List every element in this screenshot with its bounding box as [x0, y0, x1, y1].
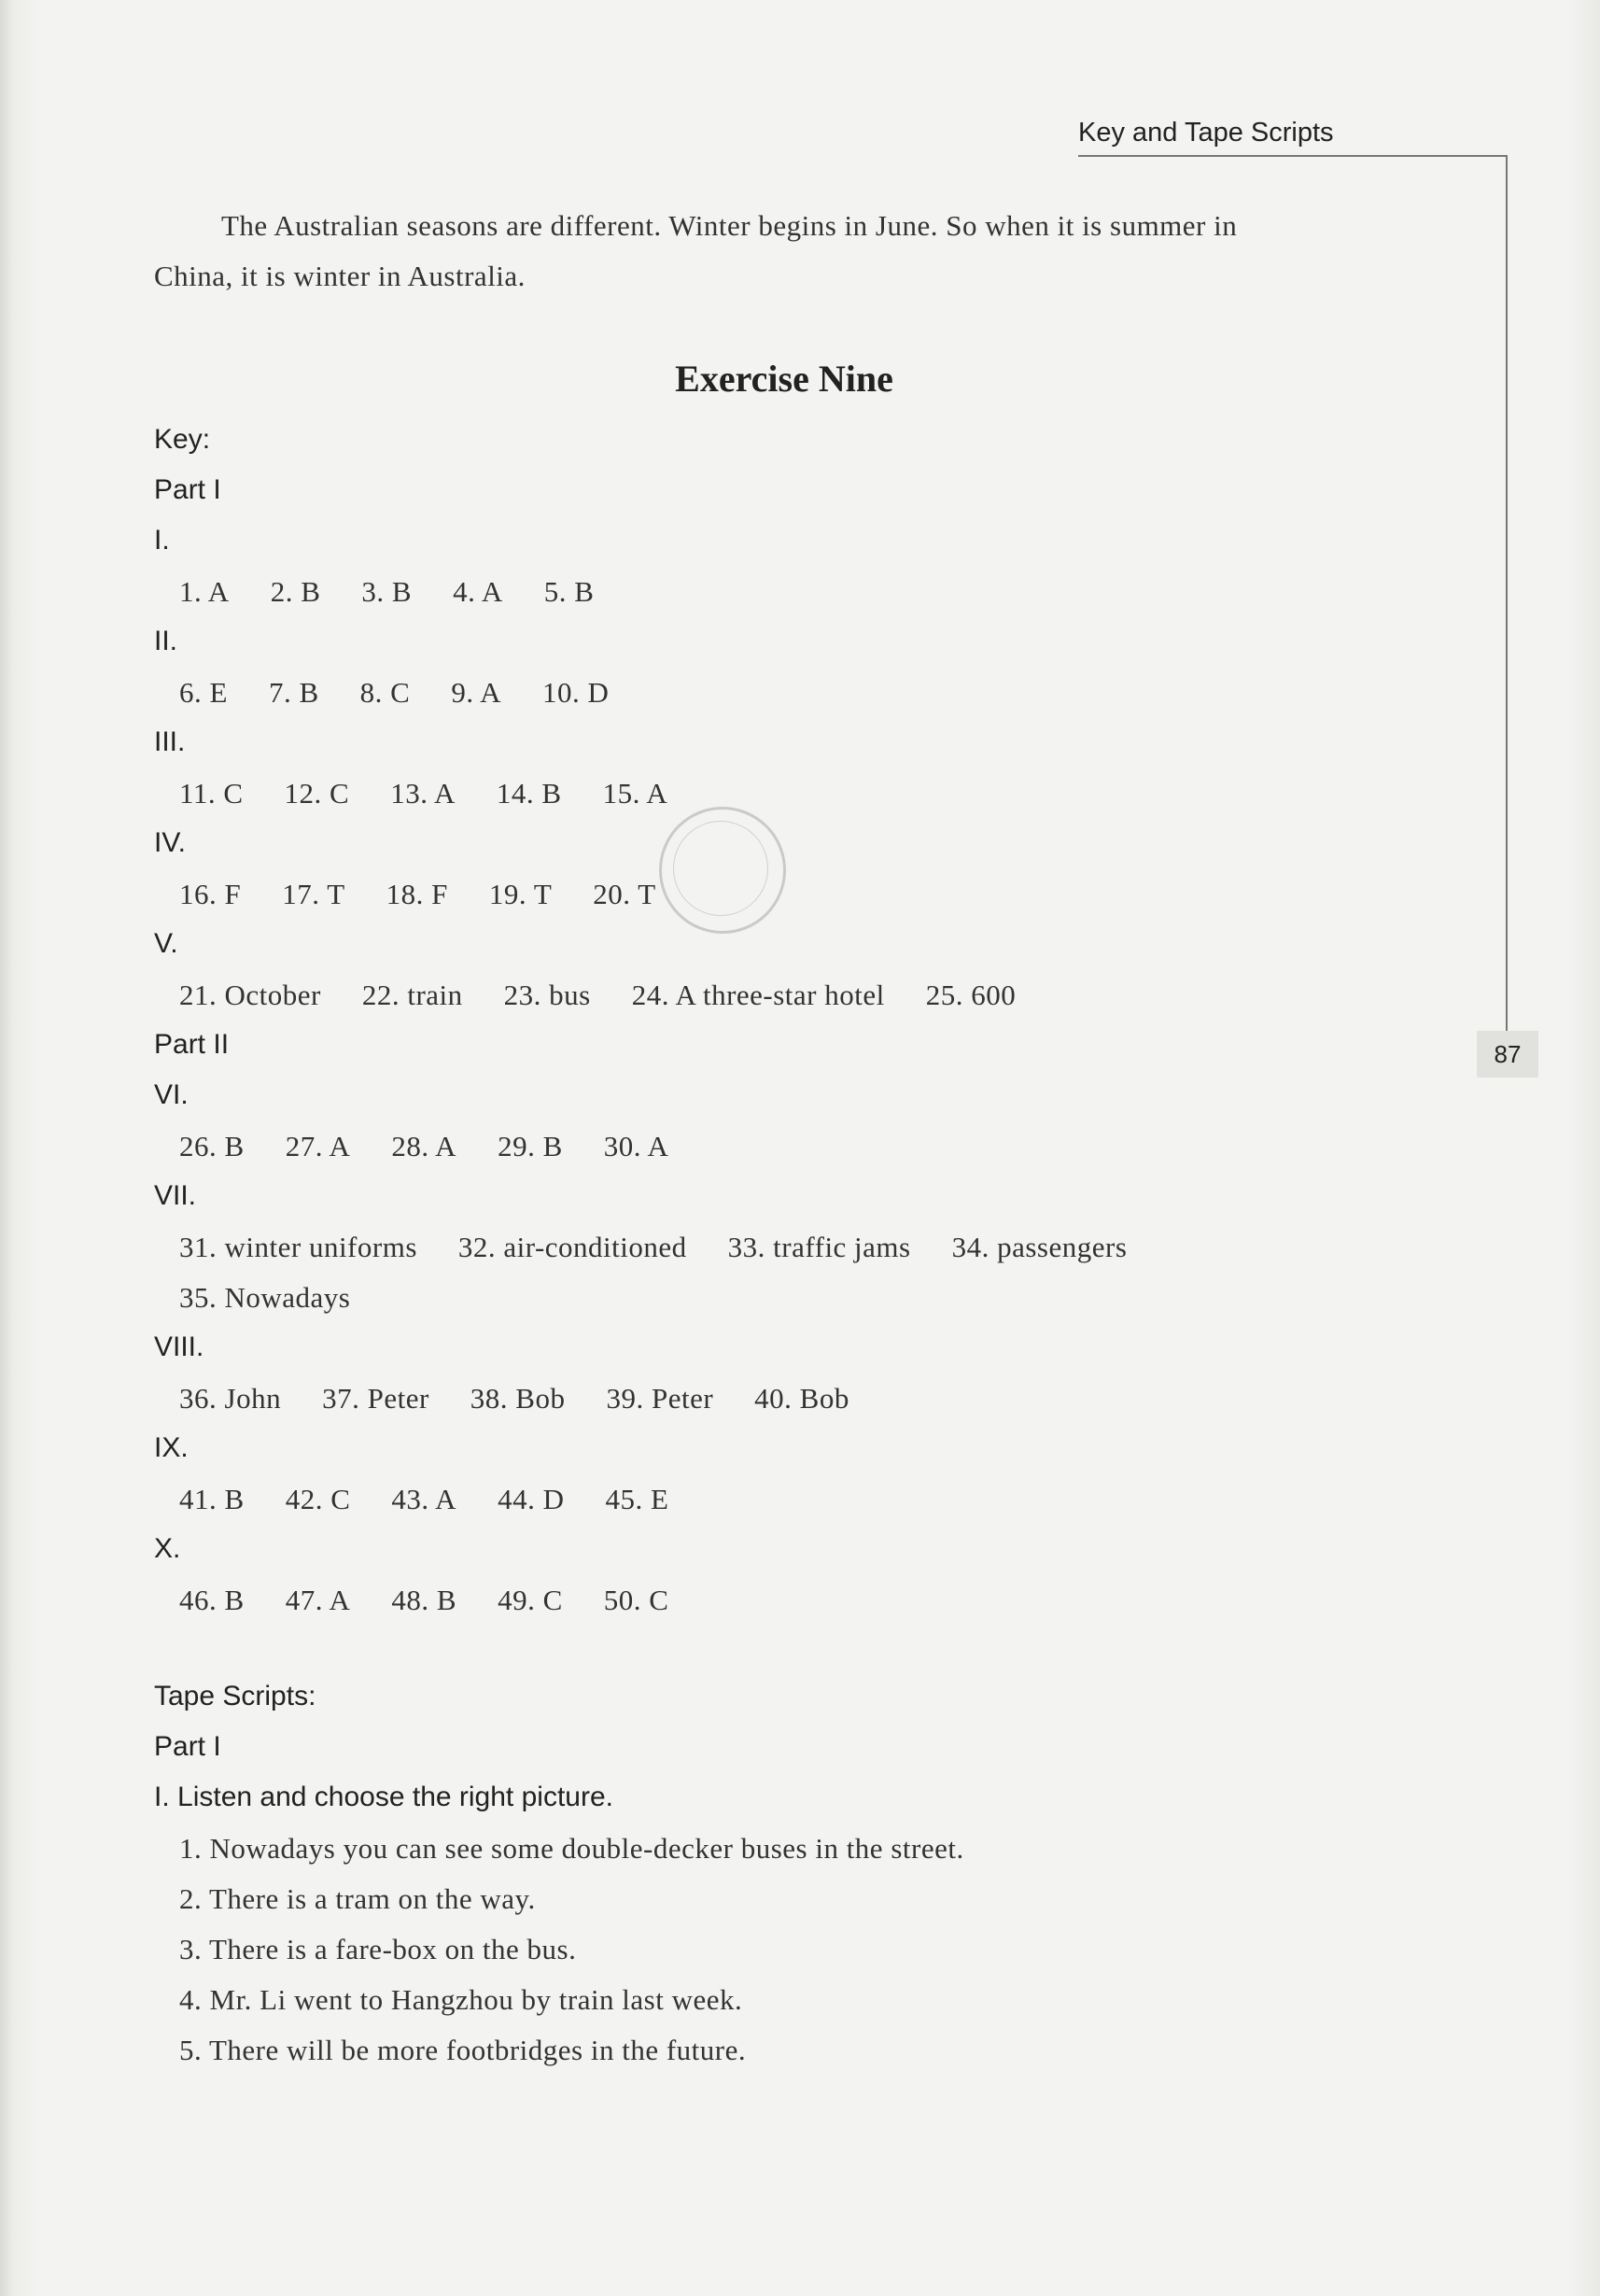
answer: 46. B: [179, 1584, 245, 1616]
answer: 7. B: [268, 676, 319, 709]
answer: 22. train: [361, 979, 463, 1011]
answer-row: [179, 676, 609, 710]
watermark-stamp-icon: [659, 807, 786, 934]
answer: 49. C: [498, 1584, 563, 1616]
answer: 14. B: [496, 777, 562, 810]
answer: 33. traffic jams: [727, 1231, 911, 1263]
answer: 10. D: [542, 676, 610, 709]
answer-row: [179, 777, 667, 810]
answer: 3. B: [361, 575, 413, 608]
answer: 47. A: [285, 1584, 351, 1616]
answer: 48. B: [391, 1584, 457, 1616]
answer: 8. C: [359, 676, 411, 709]
answer: 4. A: [453, 575, 503, 608]
section-label: IX.: [154, 1432, 189, 1463]
answer: 20. T: [593, 878, 656, 910]
answer: 31. winter uniforms: [179, 1231, 417, 1263]
answer-row: [179, 1382, 849, 1416]
margin-rule: [1506, 155, 1508, 1031]
answer: 42. C: [285, 1483, 351, 1515]
answer: 40. Bob: [754, 1382, 849, 1415]
answer-row: [179, 1483, 668, 1516]
section-label: VI.: [154, 1079, 189, 1110]
answer: 23. bus: [503, 979, 591, 1011]
answer: 39. Peter: [606, 1382, 714, 1415]
page-number: 87: [1477, 1031, 1538, 1078]
header-rule: [1078, 155, 1508, 157]
answer: 36. John: [179, 1382, 282, 1415]
answer: 26. B: [179, 1130, 245, 1162]
section-label: VIII.: [154, 1331, 204, 1362]
answer: 45. E: [605, 1483, 669, 1515]
section-label: I.: [154, 525, 170, 556]
tape-item: 4. Mr. Li went to Hangzhou by train last week.: [179, 1983, 743, 2016]
section-label: II.: [154, 626, 178, 656]
key-label: Key:: [154, 424, 211, 455]
answer: 24. A three-star hotel: [631, 979, 885, 1011]
tape-item: 2. There is a tram on the way.: [179, 1882, 536, 1915]
answer: 15. A: [602, 777, 668, 810]
answer: 9. A: [451, 676, 501, 709]
answer: 25. 600: [925, 979, 1017, 1011]
answer: 32. air-conditioned: [457, 1231, 687, 1263]
section-label: VII.: [154, 1180, 197, 1211]
answer: 35. Nowadays: [179, 1281, 351, 1314]
answer-row: [179, 1231, 1127, 1264]
answer: 38. Bob: [470, 1382, 566, 1415]
answer: 11. C: [179, 777, 244, 810]
answer-row: [179, 1130, 668, 1163]
running-header: Key and Tape Scripts: [1078, 118, 1334, 148]
answer: 41. B: [179, 1483, 245, 1515]
answer: 1. A: [179, 575, 230, 608]
answer: 19. T: [488, 878, 553, 910]
answer: 16. F: [179, 878, 242, 910]
answer: 27. A: [285, 1130, 351, 1162]
answer-row: [179, 979, 1016, 1012]
answer: 37. Peter: [322, 1382, 429, 1415]
answer-row: [179, 575, 594, 609]
answer: 50. C: [603, 1584, 669, 1616]
answer: 34. passengers: [951, 1231, 1128, 1263]
section-label: V.: [154, 928, 178, 959]
answer: 28. A: [391, 1130, 457, 1162]
answer-row: [179, 1584, 668, 1617]
tape-part-label: Part I: [154, 1731, 221, 1762]
exercise-title: Exercise Nine: [675, 358, 893, 400]
answer: 13. A: [390, 777, 456, 810]
answer: 12. C: [284, 777, 350, 810]
answer: 5. B: [543, 575, 595, 608]
answer: 30. A: [603, 1130, 669, 1162]
section-label: IV.: [154, 827, 186, 858]
section-label: III.: [154, 726, 186, 757]
answer: 21. October: [179, 979, 321, 1011]
answer: 6. E: [179, 676, 228, 709]
tape-scripts-label: Tape Scripts:: [154, 1681, 316, 1711]
answer: 2. B: [270, 575, 321, 608]
answer: 18. F: [386, 878, 448, 910]
answer-row: [179, 1281, 350, 1315]
answer: 17. T: [282, 878, 345, 910]
answer: 43. A: [391, 1483, 457, 1515]
tape-item: 5. There will be more footbridges in the future.: [179, 2034, 747, 2066]
intro-line-1: The Australian seasons are different. Winter begins in June. So when it is summer in: [221, 209, 1238, 242]
answer: 29. B: [498, 1130, 563, 1162]
tape-item: 3. There is a fare-box on the bus.: [179, 1933, 577, 1965]
section-label: X.: [154, 1533, 181, 1564]
part2-label: Part II: [154, 1029, 230, 1060]
tape-instruction: I. Listen and choose the right picture.: [154, 1782, 613, 1812]
answer: 44. D: [498, 1483, 565, 1515]
part1-label: Part I: [154, 474, 221, 505]
answer-row: [179, 878, 656, 911]
tape-item: 1. Nowadays you can see some double-decker buses in the street.: [179, 1832, 964, 1865]
intro-line-2: China, it is winter in Australia.: [154, 260, 526, 292]
